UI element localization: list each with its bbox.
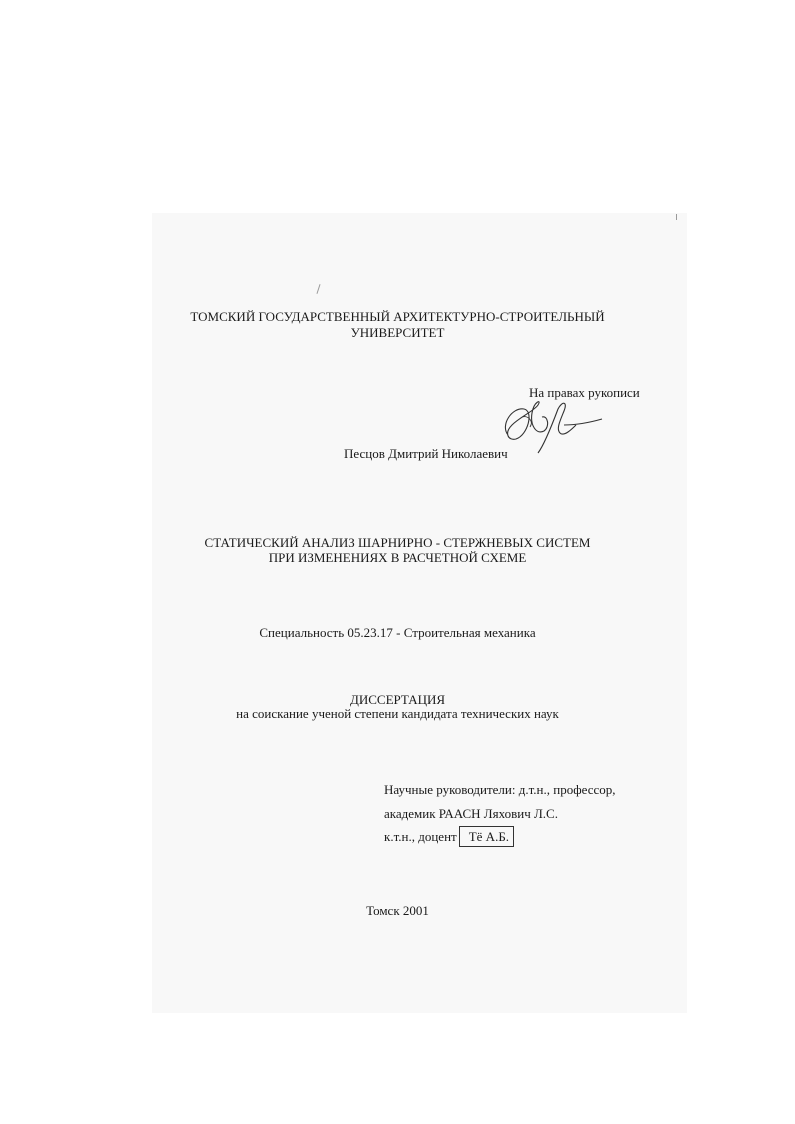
city-year: Томск 2001 [366,903,429,918]
university-name-line1: ТОМСКИЙ ГОСУДАРСТВЕННЫЙ АРХИТЕКТУРНО-СТРОИТЕЛЬНЫЙ [190,309,605,324]
university-name-line2: УНИВЕРСИТЕТ [350,325,445,340]
dissertation-subheading: на соискание ученой степени кандидата технических наук [236,706,559,721]
supervisor-title: к.т.н., доцент [384,829,457,844]
author-name: Песцов Дмитрий Николаевич [344,446,508,461]
manuscript-note: На правах рукописи [529,385,640,400]
supervisors-line1: Научные руководители: д.т.н., профессор, [384,782,616,797]
scan-mark [676,214,677,220]
thesis-title-line2: ПРИ ИЗМЕНЕНИЯХ В РАСЧЕТНОЙ СХЕМЕ [268,550,527,565]
supervisors-line3 [384,826,514,847]
dissertation-heading: ДИССЕРТАЦИЯ [349,692,446,707]
supervisors-line2: академик РААСН Ляхович Л.С. [384,806,558,821]
specialty: Специальность 05.23.17 - Строительная механика [259,625,536,640]
handwritten-signature [498,395,610,457]
thesis-title-line1: СТАТИЧЕСКИЙ АНАЛИЗ ШАРНИРНО - СТЕРЖНЕВЫХ СИСТЕМ [204,535,591,550]
supervisor-name-box: Тё А.Б. [459,826,514,847]
